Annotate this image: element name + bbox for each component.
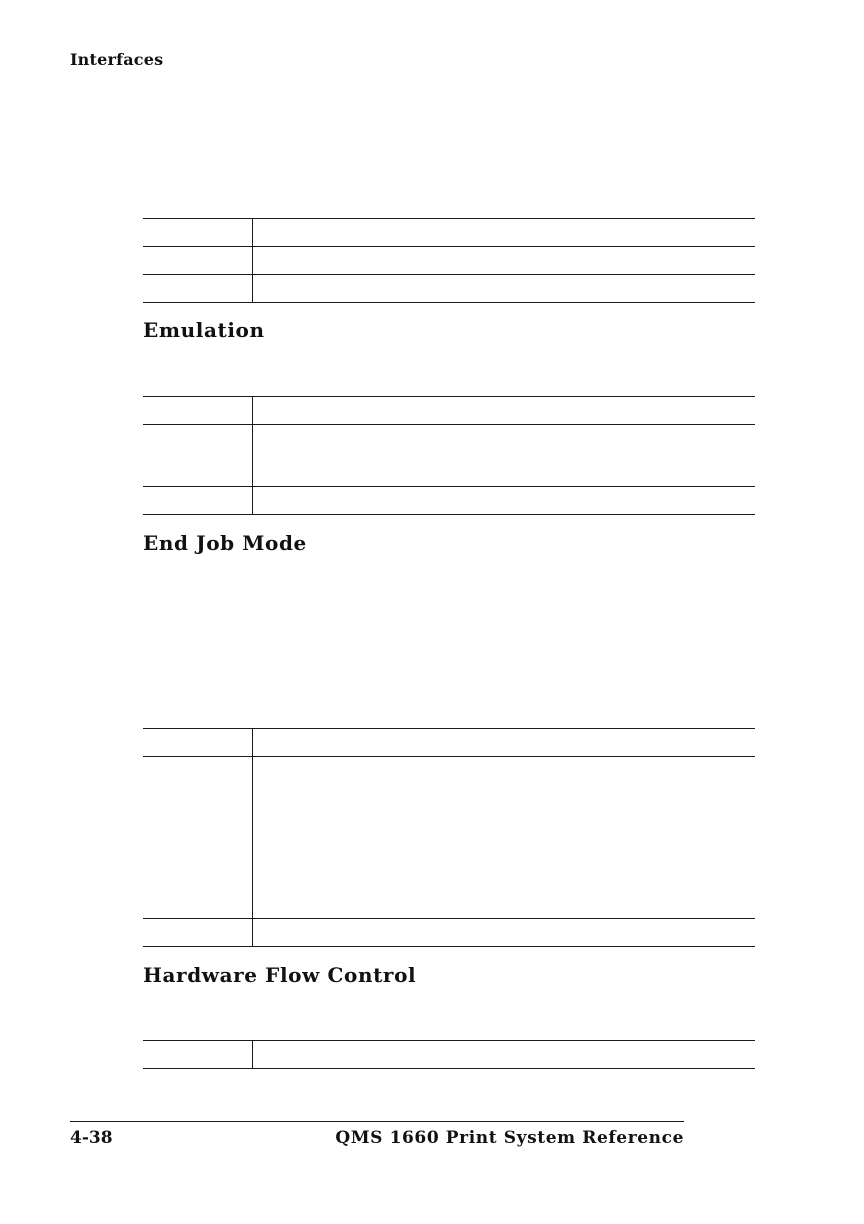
table-row — [143, 919, 755, 947]
table-label-cell — [143, 1041, 253, 1069]
table-row — [143, 247, 755, 275]
section-heading-end-job-mode: End Job Mode — [143, 531, 307, 555]
table-row — [143, 757, 755, 919]
table-value-cell — [253, 1041, 756, 1069]
table-value-cell — [253, 487, 756, 515]
footer-rule — [70, 1121, 684, 1122]
table-label-cell — [143, 425, 253, 487]
running-head: Interfaces — [70, 50, 164, 69]
table-value-cell — [253, 425, 756, 487]
table-value-cell — [253, 397, 756, 425]
table-value-cell — [253, 729, 756, 757]
table-label-cell — [143, 487, 253, 515]
table-row — [143, 487, 755, 515]
table-value-cell — [253, 919, 756, 947]
parameter-table-end-job-mode — [143, 728, 755, 947]
table-label-cell — [143, 247, 253, 275]
parameter-table-top — [143, 218, 755, 303]
table-row — [143, 275, 755, 303]
table-label-cell — [143, 919, 253, 947]
table-label-cell — [143, 275, 253, 303]
parameter-table-hardware-flow-control — [143, 1040, 755, 1069]
table-label-cell — [143, 397, 253, 425]
table-label-cell — [143, 219, 253, 247]
table-label-cell — [143, 729, 253, 757]
page-number: 4-38 — [70, 1128, 113, 1148]
table-value-cell — [253, 247, 756, 275]
table-value-cell — [253, 275, 756, 303]
book-title: QMS 1660 Print System Reference — [335, 1128, 684, 1148]
table-value-cell — [253, 757, 756, 919]
table-value-cell — [253, 219, 756, 247]
table-row — [143, 1041, 755, 1069]
table-label-cell — [143, 757, 253, 919]
section-heading-emulation: Emulation — [143, 318, 265, 342]
table-row — [143, 425, 755, 487]
parameter-table-emulation — [143, 396, 755, 515]
table-row — [143, 397, 755, 425]
table-row — [143, 219, 755, 247]
table-row — [143, 729, 755, 757]
section-heading-hardware-flow-control: Hardware Flow Control — [143, 963, 417, 987]
